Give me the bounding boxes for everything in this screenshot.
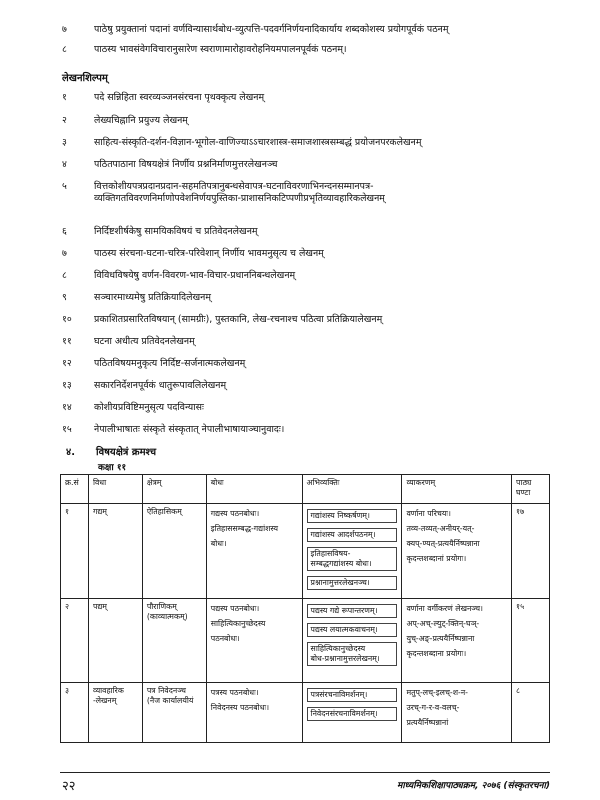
column-header: क्षेत्रम्	[142, 475, 206, 504]
table-row: १ गद्यम् ऐतिहासिकम् गद्यस्य पठनबोधः। इतिहाससम्बद्ध-गद्यांशस्य बोधः। गद्यांशस्य निष्कर्षणम्। गद्यांशस्य आदर्शपठनम्। इतिहासविषय- सम्बद्धगद्यांशस्य बोधः। प्रश्नानामुत्तरलेखनञ्च। वर्णाना परिचयः। तव्य-तव्यत्-अनीयर्-यत्- क्यप्-ण्यत्-प्रत्ययैर्निष्पन्नाना कृदन्तशब्दानां प्रयोगः। १७	[61, 504, 550, 599]
document-page: ७ पाठेषु प्रयुक्तानां पदानां वर्णविन्यासार्थबोध-व्युत्पत्ति-पदवर्गनिर्णयनादिकार्याय शब्दकोशस्य प्रयोगपूर्वकं पठनम् ८ पाठस्य भावसंवेगविचारानुसारेण स्वराणामारोहावरोहनियमपालनपूर्वकं पठनम्। लेखनशिल्पम् १ पदे सन्निहिता स्वरव्यञ्जनसंरचना पृथक्कृत्य लेखनम् २ लेख्यचिह्नानि प्रयुज्य लेखनम् ३ साहित्य-संस्कृति-दर्शन-विज्ञान-भूगोल-वाणिज्याऽऽचारशास्त्र-समाजशास्त्रसम्बद्धं प्रयोजनपरकलेखनम् ४ पठितपाठाना विषयक्षेत्रं निर्णीय प्रश्ननिर्माणमुत्तरलेखनञ्च ५ वित्तकोशीयपत्रप्रदानप्रदान-सहमतिपत्रानुबन्धसेवापत्र-घटनाविवरणाभिनन्दनसम्मानपत्र- व्यक्तिगतविवरणनिर्माणोपवेशनिर्णयपुस्तिका-प्राशासनिकटिप्पणीप्रभृतिव्यावहारिकलेखनम् ६ निर्दिष्टशीर्षकेषु सामयिकविषयं च प्रतिवेदनलेखनम् ७ पाठस्य संरचना-घटना-चरित्र-परिवेशान् निर्णीय भावमनुसृत्य च लेखनम् ८ विविधविषयेषु वर्णन-विवरण-भाव-विचार-प्रधाननिबन्धलेखनम् ९ सञ्चारमाध्यमेषु प्रतिक्रियादिलेखनम् १० प्रकाशितप्रसारितविषयान् (सामग्रीः), पुस्तकानि, लेख-रचनाश्च पठित्वा प्रतिक्रियालेखनम् ११ घटना अधीत्य प्रतिवेदनलेखनम् १२ पठितविषयमनुकृत्य निर्दिष्ट-सर्जनात्मकलेखनम् १३ सकारनिर्देशनपूर्वकं धातुरूपावलिलेखनम् १४ कोशीयप्रविष्टिमनुसृत्य पदविन्यासः १५ नेपालीभाषातः संस्कृते संस्कृतात् नेपालीभाषायाञ्चानुवादः। ४. विषयक्षेत्रं क्रमश्च कक्षा ११ क्र.सं विधा क्षेत्रम् बोधः अभिव्यक्तिः व्याकरणम् पाठ्य घण्टा १ गद्यम् ऐतिहासिकम् गद्यस्य पठनबोधः। इतिहाससम्बद्ध-गद्यांशस्य बोधः। गद्यांशस्य निष्कर्षणम्। गद्यांशस्य आदर्शपठनम्। इतिहासविषय- सम्बद्धगद्यांशस्य बोधः। प्रश्नानामुत्तरलेखनञ्च। वर्णाना परिचयः। तव्य-तव्यत्-अनीयर्-यत्- क्यप्-ण्यत्-प्रत्ययैर्निष्पन्नाना कृदन्तशब्दानां प्रयोगः। १७ २ पद्यम् पौराणिकम् (काव्यात्मकम्) पद्यस्य पठनबोधः। साहित्यिकानुच्छेदस्य पठनबोधः। पद्यस्य गद्ये रूपान्तरणम्। पद्यस्य लयात्मकवाचनम्। साहित्यिकानुच्छेदस्य बोध-प्रश्नानामुत्तरलेखनम्। वर्णाना वर्गीकरणं लेखनञ्च। अप्-अच्-ल्युट्-क्तिन्-घञ्- युच्-अङ्-प्रत्ययैर्निष्पन्नाना कृदन्तशब्दाना प्रयोगः। १५ ३ व्यावहारिक -लेखनम् पत्र निवेदनञ्च (नैज कार्यालयीयं पत्रस्य पठनबोधः। निवेदनस्य पठनबोधः। पत्रसंरचनाविमर्शनम्। निवेदनसंरचनाविमर्शनम्। मतुप्-लच्-इलच्-श-न- उरच्-ग-र-व-वलच्- प्रत्ययैर्निष्पन्नानां ८ २२ माध्यमिकशिक्षापाठ्यक्रम, २०७६ (संस्कृतरचना)	[0, 0, 600, 800]
page-number: २२	[62, 779, 76, 794]
column-header: अभिव्यक्तिः	[302, 475, 402, 504]
class-label: कक्षा ११	[98, 463, 127, 473]
column-header: व्याकरणम्	[402, 475, 512, 504]
column-header: बोधः	[206, 475, 302, 504]
section-heading: विषयक्षेत्रं क्रमश्च	[96, 447, 157, 458]
column-header: क्र.सं	[61, 475, 89, 504]
table-row: २ पद्यम् पौराणिकम् (काव्यात्मकम्) पद्यस्य पठनबोधः। साहित्यिकानुच्छेदस्य पठनबोधः। पद्यस्य गद्ये रूपान्तरणम्। पद्यस्य लयात्मकवाचनम्। साहित्यिकानुच्छेदस्य बोध-प्रश्नानामुत्तरलेखनम्। वर्णाना वर्गीकरणं लेखनञ्च। अप्-अच्-ल्युट्-क्तिन्-घञ्- युच्-अङ्-प्रत्ययैर्निष्पन्नाना कृदन्तशब्दाना प्रयोगः। १५	[61, 599, 550, 683]
table-row: ३ व्यावहारिक -लेखनम् पत्र निवेदनञ्च (नैज कार्यालयीयं पत्रस्य पठनबोधः। निवेदनस्य पठनबोधः। पत्रसंरचनाविमर्शनम्। निवेदनसंरचनाविमर्शनम्। मतुप्-लच्-इलच्-श-न- उरच्-ग-र-व-वलच्- प्रत्ययैर्निष्पन्नानां ८	[61, 683, 550, 743]
table-header-row	[61, 475, 550, 504]
syllabus-table	[60, 474, 550, 743]
list-item: ५ वित्तकोशीयपत्रप्रदानप्रदान-सहमतिपत्रानुबन्धसेवापत्र-घटनाविवरणाभिनन्दनसम्मानपत्र- व्यक्तिगतविवरणनिर्माणोपवेशनिर्णयपुस्तिका-प्राशासनिकटिप्पणीप्रभृतिव्यावहारिकलेखनम्	[62, 181, 385, 204]
section-heading: लेखनशिल्पम्	[62, 73, 108, 84]
footer-divider	[60, 772, 550, 773]
footer-title: माध्यमिकशिक्षापाठ्यक्रम, २०७६ (संस्कृतरचना)	[396, 781, 550, 791]
section-number: ४.	[66, 447, 75, 458]
column-header: पाठ्य घण्टा	[512, 475, 550, 504]
column-header: विधा	[88, 475, 142, 504]
